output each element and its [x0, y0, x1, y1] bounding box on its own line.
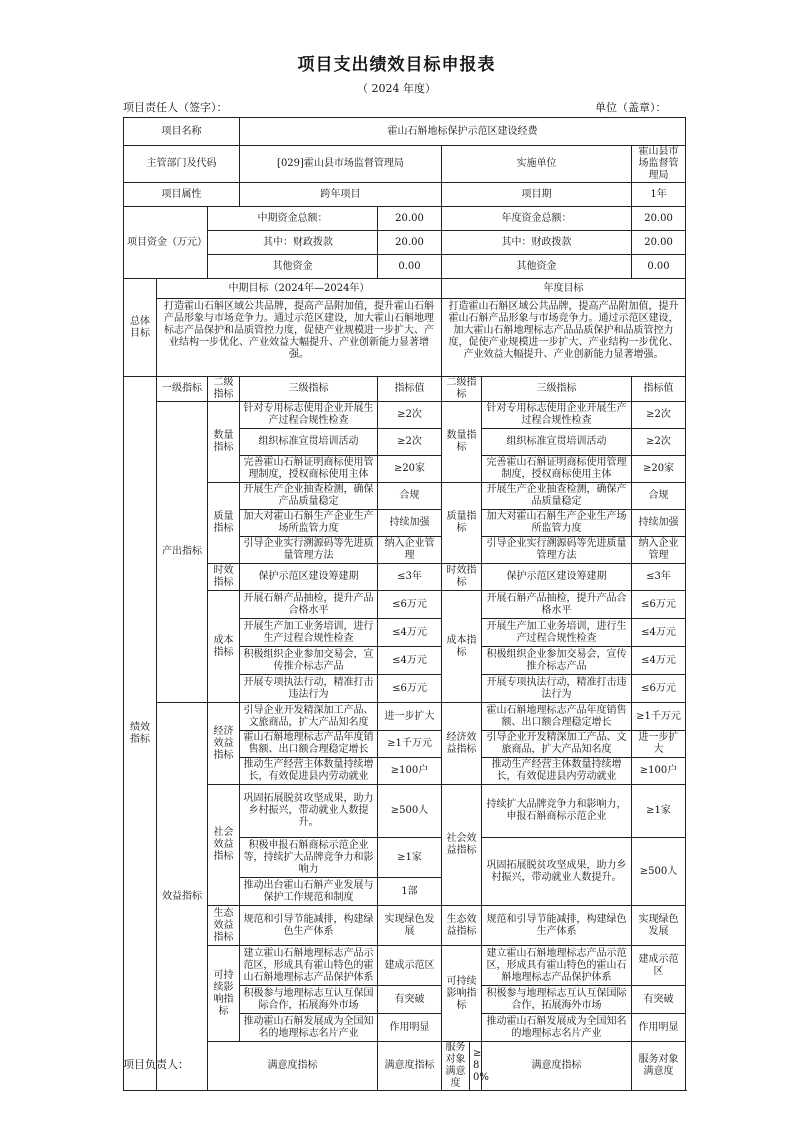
l3-text-right: 加大对霍山石斛生产企业生产场所监管力度	[482, 510, 632, 537]
l3-value: 纳入企业管理	[378, 537, 442, 564]
l3-value-right: ≥2次	[632, 429, 686, 456]
col-l3-right: 三级指标	[482, 377, 632, 402]
eco-label: 生态效益指标	[208, 906, 240, 946]
l3-text-right: 规范和引导节能减排，构建绿色生产体系	[482, 906, 632, 946]
l3-value-right: ≤6万元	[632, 675, 686, 703]
l3-text: 加大对霍山石斛生产企业生产场所监管力度	[240, 510, 378, 537]
mid-goal-text: 打造霍山石斛区域公共品牌，提高产品附加值，提升霍山石斛产品形象与市场竞争力。通过示范区建设，加大霍山石斛地理标志产品保护和品质管控力度，促使产业规模进一步扩大、产业结构一步优化、产业效益大幅提升、产业创新能力显著增强。	[157, 299, 442, 377]
col-l3: 三级指标	[240, 377, 378, 402]
l3-value-right: 实现绿色发展	[632, 906, 686, 946]
l3-text-right: 针对专用标志使用企业开展生产过程合规性检查	[482, 402, 632, 429]
attr-value: 跨年项目	[240, 183, 442, 207]
year-goal-header: 年度目标	[442, 279, 686, 299]
l3-text-right: 组织标准宣贯培训活动	[482, 429, 632, 456]
timeliness-label-right: 时效指标	[442, 564, 482, 591]
output-label: 产出指标	[157, 402, 208, 703]
l3-text: 巩固拓展脱贫攻坚成果，助力乡村振兴，带动就业人数提升。	[240, 785, 378, 838]
col-val-right: 指标值	[632, 377, 686, 402]
cost-label: 成本指标	[208, 591, 240, 703]
l3-text-right: 开展石斛产品抽检，提升产品合格水平	[482, 591, 632, 619]
l3-value: 建成示范区	[378, 946, 442, 986]
l3-value: ≥1家	[378, 838, 442, 878]
year-total-label: 年度资金总额：	[442, 207, 632, 231]
l3-text-right: 引导企业开发精深加工产品、文旅商品，扩大产品知名度	[482, 731, 632, 758]
attr-label: 项目属性	[124, 183, 240, 207]
sustain-label-right: 可持续影响指标	[442, 946, 482, 1042]
l3-value-right: ≥2次	[632, 402, 686, 429]
l3-value: 合规	[378, 483, 442, 510]
l3-value-right: ≤4万元	[632, 619, 686, 647]
l3-value: ≥20家	[378, 456, 442, 483]
l3-text: 积极组织企业参加交易会，宣传推介标志产品	[240, 647, 378, 675]
l3-text: 规范和引导节能减排，构建绿色生产体系	[240, 906, 378, 946]
l3-text: 开展石斛产品抽检，提升产品合格水平	[240, 591, 378, 619]
l3-value-right: 进一步扩大	[632, 731, 686, 758]
satisfaction-label-right: 满意度指标	[482, 1042, 632, 1091]
mid-goal-header: 中期目标（2024年—2024年）	[157, 279, 442, 299]
funds-label: 项目资金（万元）	[124, 207, 208, 279]
l3-text: 推动生产经营主体数量持续增长，有效促进县内劳动就业	[240, 758, 378, 785]
year-other-value: 0.00	[632, 255, 686, 279]
l3-text-right: 持续扩大品牌竞争力和影响力，申报石斛商标示范企业	[482, 785, 632, 838]
l3-value: ≤6万元	[378, 675, 442, 703]
l3-value: ≥100户	[378, 758, 442, 785]
l3-text-right: 推动霍山石斛发展成为全国知名的地理标志名片产业	[482, 1014, 632, 1042]
mid-other-label: 其他资金	[208, 255, 378, 279]
responsible-sign-label: 项目责任人（签字）：	[123, 101, 228, 114]
l3-value-right: 作用明显	[632, 1014, 686, 1042]
year-other-label: 其他资金	[442, 255, 632, 279]
l3-text-right: 引导企业实行溯源码等先进质量管理方法	[482, 537, 632, 564]
l3-value-right: ≥1家	[632, 785, 686, 838]
l3-text: 积极参与地理标志互认互保国际合作，拓展海外市场	[240, 986, 378, 1014]
l3-value-right: 建成示范区	[632, 946, 686, 986]
mid-fiscal-value: 20.00	[378, 231, 442, 255]
year-total-value: 20.00	[632, 207, 686, 231]
quantity-label: 数量指标	[208, 402, 240, 483]
mid-other-value: 0.00	[378, 255, 442, 279]
social-label-right: 社会效益指标	[442, 785, 482, 906]
l3-value: ≥1千万元	[378, 731, 442, 758]
l3-text: 针对专用标志使用企业开展生产过程合规性检查	[240, 402, 378, 429]
l3-text-right: 开展生产加工业务培训，进行生产过程合规性检查	[482, 619, 632, 647]
l3-text-right: 服务对象满意度	[632, 1042, 686, 1091]
l3-text: 推动霍山石斛发展成为全国知名的地理标志名片产业	[240, 1014, 378, 1042]
economic-label: 经济效益指标	[208, 703, 240, 785]
year-fiscal-value: 20.00	[632, 231, 686, 255]
year-line: （ 2024 年度）	[357, 82, 436, 95]
l3-text: 引导企业开发精深加工产品、文旅商品，扩大产品知名度	[240, 703, 378, 731]
l3-value: 实现绿色发展	[378, 906, 442, 946]
l3-value: 有突破	[378, 986, 442, 1014]
l3-text-right: 积极组织企业参加交易会，宣传推介标志产品	[482, 647, 632, 675]
perf-label: 绩效指标	[124, 377, 157, 1091]
l3-value: ≤6万元	[378, 591, 442, 619]
col-l2-right: 二级指标	[442, 377, 482, 402]
l3-value: 持续加强	[378, 510, 442, 537]
col-val: 指标值	[378, 377, 442, 402]
l3-value-right: ≤6万元	[632, 591, 686, 619]
economic-label-right: 经济效益指标	[442, 703, 482, 785]
sustain-label: 可持续影响指标	[208, 946, 240, 1042]
l3-text: 积极申报石斛商标示范企业等，持续扩大品牌竞争力和影响力	[240, 838, 378, 878]
year-fiscal-label: 其中：财政拨款	[442, 231, 632, 255]
l3-text: 组织标准宣贯培训活动	[240, 429, 378, 456]
l3-value-right: 持续加强	[632, 510, 686, 537]
l3-value: 作用明显	[378, 1014, 442, 1042]
period-label: 项目期	[442, 183, 632, 207]
l3-text: 完善霍山石斛证明商标使用管理制度，授权商标使用主体	[240, 456, 378, 483]
social-label: 社会效益指标	[208, 785, 240, 906]
l3-value: ≥500人	[378, 785, 442, 838]
l3-text: 建立霍山石斛地理标志产品示范区，形成具有霍山特色的霍山石斛地理标志产品保护体系	[240, 946, 378, 986]
l3-text-right: 建立霍山石斛地理标志产品示范区，形成具有霍山特色的霍山石斛地理标志产品保护体系	[482, 946, 632, 986]
l3-text-right: 霍山石斛地理标志产品年度销售额、出口额合理稳定增长	[482, 703, 632, 731]
l3-text-right: 完善霍山石斛证明商标使用管理制度，授权商标使用主体	[482, 456, 632, 483]
footer-responsible: 项目负责人：	[123, 1058, 189, 1071]
l3-text: 霍山石斛地理标志产品年度销售额、出口额合理稳定增长	[240, 731, 378, 758]
satisfaction-l2-label: 满意度指标	[378, 1042, 442, 1091]
mid-total-value: 20.00	[378, 207, 442, 231]
mid-fiscal-label: 其中：财政拨款	[208, 231, 378, 255]
l3-text: 保护示范区建设筹建期	[240, 564, 378, 591]
l3-value-right: ≥500人	[632, 838, 686, 906]
l3-value-right: ≥20家	[632, 456, 686, 483]
year-goal-text: 打造霍山石斛区域公共品牌，提高产品附加值，提升霍山石斛产品形象与市场竞争力。通过示范区建设，加大霍山石斛地理标志产品品质保护和品质管控力度，促使产业规模进一步扩大、产业结构一步优化、产业效益大幅提升、产业创新能力显著增强。	[442, 299, 686, 377]
cost-label-right: 成本指标	[442, 591, 482, 703]
l3-text-right: 巩固拓展脱贫攻坚成果，助力乡村振兴，带动就业人数提升。	[482, 838, 632, 906]
l3-value: ≥2次	[378, 402, 442, 429]
l3-value-right: ≥100户	[632, 758, 686, 785]
period-value: 1年	[632, 183, 686, 207]
col-l1: 一级指标	[157, 377, 208, 402]
l3-value-right: 有突破	[632, 986, 686, 1014]
l3-value-right: ≤4万元	[632, 647, 686, 675]
mid-total-label: 中期资金总额：	[208, 207, 378, 231]
l3-text-right: 开展专项执法行动，精准打击违法行为	[482, 675, 632, 703]
l3-value-right: 纳入企业管理	[632, 537, 686, 564]
dept-value: [029]霍山县市场监督管理局	[240, 146, 442, 183]
unit-seal-label: 单位（盖章）：	[595, 101, 667, 114]
l3-value: ≥2次	[378, 429, 442, 456]
l3-text: 开展生产加工业务培训，进行生产过程合规性检查	[240, 619, 378, 647]
l3-value: ≥80%	[470, 1042, 482, 1091]
l3-text-right: 推动生产经营主体数量持续增长，有效促进县内劳动就业	[482, 758, 632, 785]
l3-text: 引导企业实行溯源码等先进质量管理方法	[240, 537, 378, 564]
l3-value-right: ≥1千万元	[632, 703, 686, 731]
l3-text-right: 积极参与地理标志互认互保国际合作，拓展海外市场	[482, 986, 632, 1014]
timeliness-label: 时效指标	[208, 564, 240, 591]
quality-label: 质量指标	[208, 483, 240, 564]
overall-label: 总体目标	[124, 279, 157, 377]
l3-value: 进一步扩大	[378, 703, 442, 731]
l3-text: 开展生产企业抽查检测，确保产品质量稳定	[240, 483, 378, 510]
quality-label-right: 质量指标	[442, 483, 482, 564]
impl-unit-value: 霍山县市场监督管理局	[632, 146, 686, 183]
eco-label-right: 生态效益指标	[442, 906, 482, 946]
l3-text: 开展专项执法行动，精准打击违法行为	[240, 675, 378, 703]
l3-value-right: ≤3年	[632, 564, 686, 591]
performance-table	[123, 117, 686, 1091]
project-name-label: 项目名称	[124, 118, 240, 146]
satisfaction-label: 满意度指标	[208, 1042, 378, 1091]
l3-value: ≤4万元	[378, 619, 442, 647]
benefit-label: 效益指标	[157, 703, 208, 1091]
l3-value-right: 合规	[632, 483, 686, 510]
page-title: 项目支出绩效目标申报表	[297, 55, 496, 75]
l3-text: 推动出台霍山石斛产业发展与保护工作规范和制度	[240, 878, 378, 906]
l3-text-right: 开展生产企业抽查检测，确保产品质量稳定	[482, 483, 632, 510]
quantity-label-right: 数量指标	[442, 402, 482, 483]
l3-value: ≤3年	[378, 564, 442, 591]
l3-value: 1部	[378, 878, 442, 906]
col-l2: 二级指标	[208, 377, 240, 402]
dept-label: 主管部门及代码	[124, 146, 240, 183]
impl-unit-label: 实施单位	[442, 146, 632, 183]
project-name-value: 霍山石斛地标保护示范区建设经费	[240, 118, 686, 146]
l3-value: ≤4万元	[378, 647, 442, 675]
l3-text-right: 保护示范区建设筹建期	[482, 564, 632, 591]
l3-text: 服务对象满意度	[442, 1042, 470, 1091]
